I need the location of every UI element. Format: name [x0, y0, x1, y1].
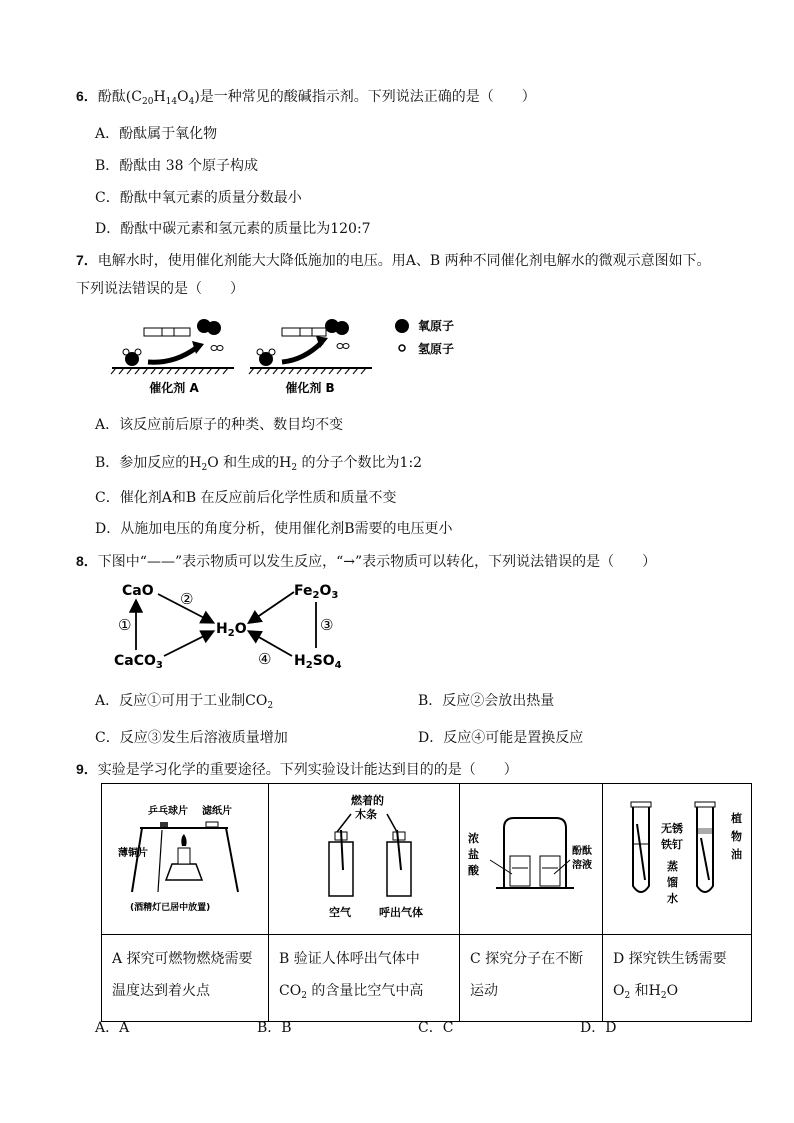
- compound-fe2o3: $Fe_2O_3$: [294, 583, 339, 601]
- stem-text: 是一种常见的酸碱指示剂。下列说法正确的是（ ）: [199, 89, 536, 105]
- experiment-b-caption: B 验证人体呼出气体中 $CO_2$ 的含量比空气中高: [269, 935, 460, 1022]
- question-number: 8．: [76, 553, 98, 569]
- option-d[interactable]: D．反应④可能是置换反应: [418, 730, 584, 746]
- reaction-1-label: ①: [118, 616, 132, 634]
- answer-option-d[interactable]: D．D: [580, 1020, 617, 1036]
- compound-h2o: $H_2O$: [216, 621, 247, 639]
- experiment-c-figure: [460, 784, 603, 935]
- experiment-c-caption: C 探究分子在不断 运动: [460, 935, 603, 1022]
- water-molecule-icon: [257, 349, 275, 366]
- svg-text:薄铜片: 薄铜片: [118, 848, 148, 859]
- experiment-d-figure: [603, 784, 752, 935]
- svg-text:浓: 浓: [468, 832, 479, 845]
- svg-text:呼出气体: 呼出气体: [379, 906, 423, 919]
- svg-text:(酒精灯已居中放置): (酒精灯已居中放置): [130, 903, 211, 913]
- chemical-formula: $(C_{20}H_{14}O_4)$: [125, 89, 200, 107]
- experiment-b-figure: [269, 784, 460, 935]
- svg-text:馏: 馏: [667, 876, 678, 889]
- svg-text:木条: 木条: [355, 808, 377, 821]
- question-number: 6．: [76, 88, 98, 104]
- option-c[interactable]: C．反应③发生后溶液质量增加: [95, 730, 288, 746]
- option-b[interactable]: B．酚酞由 38 个原子构成: [95, 158, 259, 174]
- experiment-d-caption: D 探究铁生锈需要 $O_2$ 和$H_2O$: [603, 935, 752, 1022]
- question-6-stem: [76, 86, 536, 107]
- svg-text:乒乓球片: 乒乓球片: [148, 806, 188, 817]
- electrolysis-figure: [104, 308, 484, 395]
- compound-cao: CaO: [122, 583, 154, 599]
- svg-text:无锈: 无锈: [661, 822, 683, 835]
- reaction-4-label: ④: [258, 650, 272, 668]
- question-7-stem-line2: 下列说法错误的是（ ）: [76, 281, 244, 297]
- question-number: 9．: [76, 761, 98, 777]
- svg-text:酸: 酸: [468, 864, 479, 877]
- svg-text:盐: 盐: [468, 848, 479, 861]
- svg-text:油: 油: [731, 848, 742, 861]
- question-8-stem: [76, 551, 656, 571]
- legend-hydrogen: 氢原子: [418, 342, 455, 356]
- reaction-3-label: ③: [320, 616, 334, 634]
- option-c[interactable]: C．酚酞中氧元素的质量分数最小: [95, 190, 302, 206]
- svg-text:酚酞: 酚酞: [572, 846, 592, 857]
- svg-text:物: 物: [731, 830, 742, 843]
- svg-text:铁钉: 铁钉: [661, 838, 683, 851]
- answer-option-b[interactable]: B．B: [257, 1020, 292, 1036]
- legend-oxygen: 氧原子: [418, 319, 455, 333]
- option-d[interactable]: D．酚酞中碳元素和氢元素的质量比为120:7: [95, 221, 371, 237]
- question-number: 7．: [76, 252, 98, 268]
- answer-option-c[interactable]: C．C: [418, 1020, 454, 1036]
- svg-text:水: 水: [667, 892, 678, 905]
- oxygen-atom-icon: [395, 319, 409, 333]
- svg-text:溶液: 溶液: [572, 860, 592, 871]
- experiment-a-figure: [102, 784, 269, 935]
- question-9-stem: [76, 759, 518, 779]
- option-b[interactable]: B．参加反应的$H_2O$ 和生成的$H_2$ 的分子个数比为1:2: [95, 455, 423, 473]
- catalyst-b-label: 催化剂 B: [285, 381, 335, 395]
- question-7-stem: [76, 250, 711, 270]
- catalyst-a-label: 催化剂 A: [149, 381, 199, 395]
- svg-text:植: 植: [731, 812, 742, 825]
- svg-text:蒸: 蒸: [667, 860, 678, 873]
- svg-text:燃着的: 燃着的: [351, 794, 384, 807]
- hydrogen-atom-icon: [399, 345, 405, 351]
- water-molecule-icon: [123, 349, 141, 366]
- option-b[interactable]: B．反应②会放出热量: [418, 693, 555, 709]
- reaction-diagram: [108, 578, 348, 671]
- answer-option-a[interactable]: A．A: [95, 1020, 130, 1036]
- stem-text: 下图中“——”表示物质可以发生反应，“→”表示物质可以转化，下列说法错误的是（ ）: [97, 554, 657, 570]
- svg-text:滤纸片: 滤纸片: [202, 806, 232, 817]
- stem-text: 电解水时，使用催化剂能大大降低施加的电压。用A、B 两种不同催化剂电解水的微观示意图如下。: [97, 253, 711, 269]
- compound-h2so4: $H_2SO_4$: [294, 653, 342, 671]
- option-a[interactable]: A．反应①可用于工业制$CO_2$: [95, 693, 274, 711]
- reaction-2-label: ②: [180, 590, 194, 608]
- svg-text:空气: 空气: [329, 906, 351, 919]
- experiment-table: [101, 783, 752, 1022]
- option-d[interactable]: D．从施加电压的角度分析，使用催化剂B需要的电压更小: [95, 521, 453, 537]
- option-c[interactable]: C．催化剂A和B 在反应前后化学性质和质量不变: [95, 490, 397, 506]
- option-a[interactable]: A．该反应前后原子的种类、数目均不变: [95, 417, 344, 433]
- experiment-a-caption: A 探究可燃物燃烧需要 温度达到着火点: [102, 935, 269, 1022]
- option-a[interactable]: A．酚酞属于氧化物: [95, 126, 218, 142]
- compound-caco3: CaCO$_3$: [114, 653, 163, 671]
- stem-text: 酚酞: [97, 89, 126, 105]
- stem-text: 实验是学习化学的重要途径。下列实验设计能达到目的的是（ ）: [97, 762, 518, 778]
